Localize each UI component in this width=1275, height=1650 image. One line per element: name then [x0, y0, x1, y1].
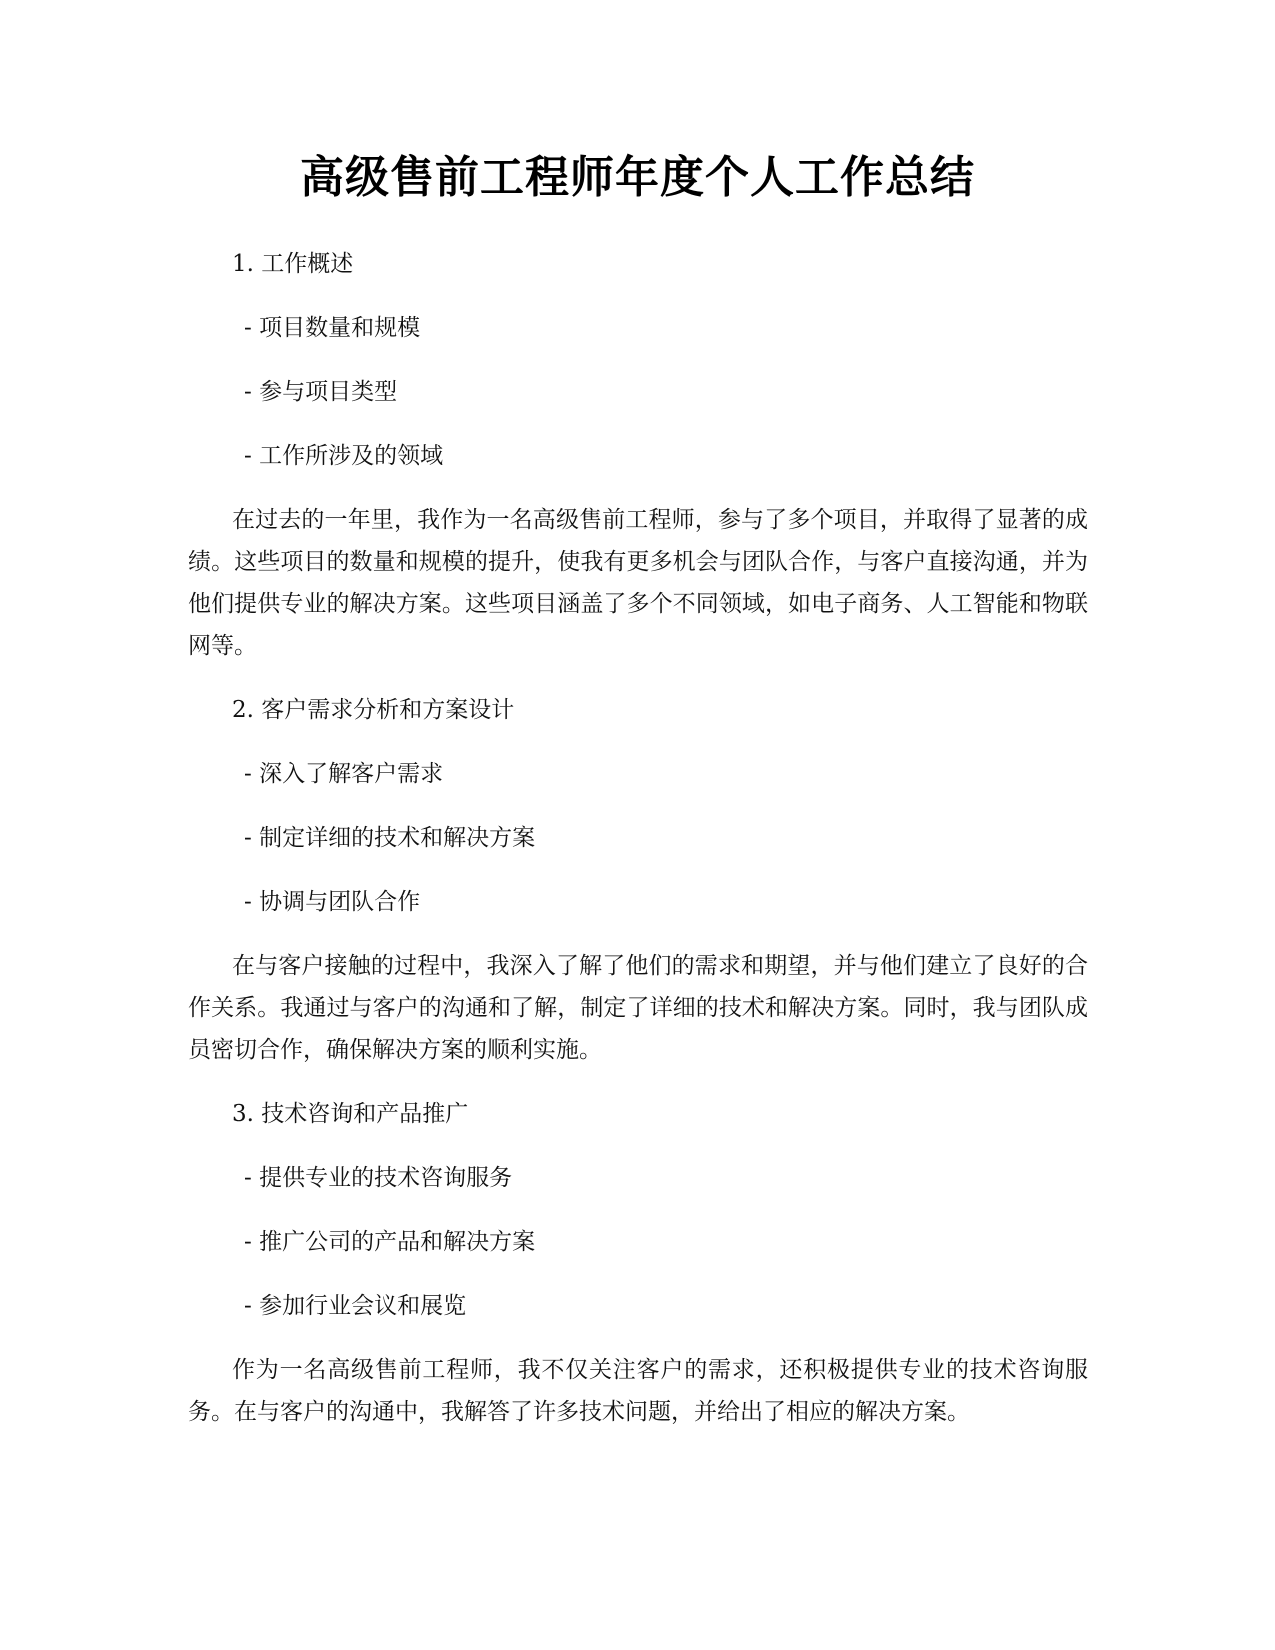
document-title: 高级售前工程师年度个人工作总结 — [300, 152, 975, 203]
section-paragraph: 在与客户接触的过程中，我深入了解了他们的需求和期望，并与他们建立了良好的合作关系。我通过与客户的沟通和了解，制定了详细的技术和解决方案。同时，我与团队成员密切合作，确保解决方案的顺利实施。 — [188, 953, 1088, 1063]
document-body — [188, 243, 1088, 1433]
section-paragraph: 作为一名高级售前工程师，我不仅关注客户的需求，还积极提供专业的技术咨询服务。在与客户的沟通中，我解答了许多技术问题，并给出了相应的解决方案。 — [188, 1357, 1088, 1425]
section-paragraph: 在过去的一年里，我作为一名高级售前工程师，参与了多个项目，并取得了显著的成绩。这些项目的数量和规模的提升，使我有更多机会与团队合作，与客户直接沟通，并为他们提供专业的解决方案。这些项目涵盖了多个不同领域，如电子商务、人工智能和物联网等。 — [188, 507, 1088, 659]
bullet-item: - 参加行业会议和展览 — [244, 1293, 467, 1319]
bullet-item: - 深入了解客户需求 — [244, 761, 444, 787]
bullet-item: - 制定详细的技术和解决方案 — [244, 825, 536, 851]
bullet-item: - 提供专业的技术咨询服务 — [244, 1165, 513, 1191]
section-heading: 1. 工作概述 — [232, 251, 354, 277]
section-heading: 2. 客户需求分析和方案设计 — [232, 697, 515, 723]
bullet-item: - 项目数量和规模 — [244, 315, 421, 341]
bullet-item: - 参与项目类型 — [244, 379, 398, 405]
bullet-item: - 工作所涉及的领域 — [244, 443, 444, 469]
section-heading: 3. 技术咨询和产品推广 — [232, 1101, 469, 1127]
bullet-item: - 推广公司的产品和解决方案 — [244, 1229, 536, 1255]
bullet-item: - 协调与团队合作 — [244, 889, 421, 915]
